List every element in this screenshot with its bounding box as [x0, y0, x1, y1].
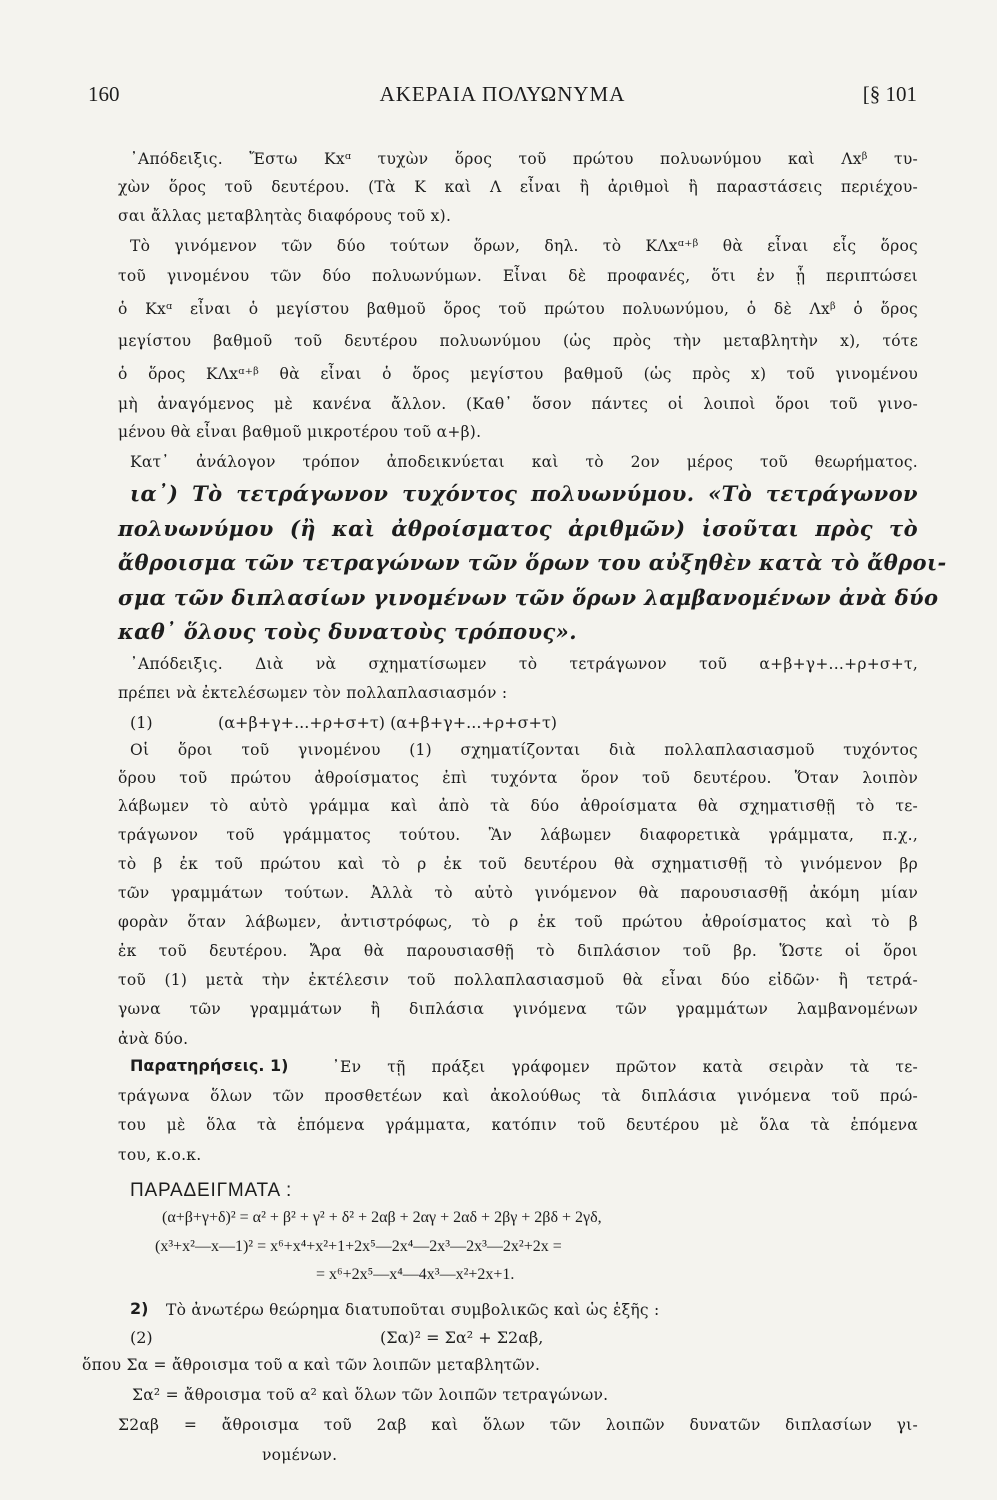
equation: (Σα)² = Σα² + Σ2αβ,	[380, 1328, 544, 1347]
example-equation: (x³+x²—x—1)² = x⁶+x⁴+x²+1+2x⁵—2x⁴—2x³—2x³—2x²+2x =	[155, 1238, 562, 1255]
definition-line: νομένων.	[262, 1446, 338, 1464]
text-line: τὸ β ἐκ τοῦ πρώτου καὶ τὸ ρ ἐκ τοῦ δευτέρου θὰ σχηματισθῇ τὸ γινόμενον βρ	[118, 855, 918, 873]
text-line: ἐκ τοῦ δευτέρου. Ἄρα θὰ παρουσιασθῇ τὸ διπλάσιον τοῦ βρ. Ὥστε οἱ ὅροι	[118, 942, 918, 960]
page-number: 160	[88, 82, 120, 106]
section-number: [§ 101	[862, 82, 917, 106]
text-line: τράγωνα ὅλων τῶν προσθετέων καὶ ἀκολούθως τὰ διπλάσια γινόμενα τοῦ πρώ-	[118, 1087, 918, 1105]
text-line: ὁ ὅρος ΚΛxᵅ⁺ᵝ θὰ εἶναι ὁ ὅρος μεγίστου βαθμοῦ (ὡς πρὸς x) τοῦ γινομένου	[118, 365, 918, 383]
text-line: ὅρου τοῦ πρώτου ἀθροίσματος ἐπὶ τυχόντα ὅρον τοῦ δευτέρου. Ὅταν λοιπὸν	[118, 769, 918, 787]
text-line: Οἱ ὅροι τοῦ γινομένου (1) σχηματίζονται διὰ πολλαπλασιασμοῦ τυχόντος	[130, 741, 918, 759]
text-line: Τὸ γινόμενον τῶν δύο τούτων ὅρων, δηλ. τὸ ΚΛxᵅ⁺ᵝ θὰ εἶναι εἷς ὅρος	[130, 237, 918, 255]
text-line: λάβωμεν τὸ αὐτὸ γράμμα καὶ ἀπὸ τὰ δύο ἀθροίσματα θὰ σχηματισθῇ τὸ τε-	[118, 797, 918, 815]
definition-line: Σ2αβ = ἄθροισμα τοῦ 2αβ καὶ ὅλων τῶν λοιπῶν δυνατῶν διπλασίων γι-	[118, 1416, 918, 1434]
text-line: σαι ἄλλας μεταβλητὰς διαφόρους τοῦ x).	[118, 207, 452, 225]
text-line: του μὲ ὅλα τὰ ἑπόμενα γράμματα, κατόπιν τοῦ δευτέρου μὲ ὅλα τὰ ἑπόμενα	[118, 1116, 918, 1134]
text-line: Τὸ ἀνωτέρω θεώρημα διατυποῦται συμβολικῶς καὶ ὡς ἑξῆς :	[166, 1301, 660, 1319]
text-line: τοῦ γινομένου τῶν δύο πολυωνύμων. Εἶναι δὲ προφανές, ὅτι ἐν ᾗ περιπτώσει	[118, 267, 918, 285]
remarks-heading: Παρατηρήσεις. 1)	[130, 1056, 289, 1075]
text-line: μὴ ἀναγόμενος μὲ κανένα ἄλλον. (Καθ᾿ ὅσον πάντες οἱ λοιποὶ ὅροι τοῦ γινο-	[118, 395, 918, 413]
equation-label: (2)	[130, 1328, 153, 1347]
note-heading: 2)	[130, 1299, 149, 1318]
theorem-line: ἄθροισμα τῶν τετραγώνων τῶν ὅρων του αὐξηθὲν κατὰ τὸ ἄθροι-	[118, 550, 947, 575]
text-line: ᾿Εν τῇ πράξει γράφομεν πρῶτον κατὰ σειρὰν τὰ τε-	[332, 1058, 918, 1076]
page-header	[88, 82, 917, 116]
text-line: φορὰν ὅταν λάβωμεν, ἀντιστρόφως, τὸ ρ ἐκ τοῦ πρώτου ἀθροίσματος καὶ τὸ β	[118, 913, 918, 931]
equation-label: (1)	[130, 713, 153, 732]
equation: (α+β+γ+...+ρ+σ+τ) (α+β+γ+...+ρ+σ+τ)	[218, 713, 558, 732]
example-equation: (α+β+γ+δ)² = α² + β² + γ² + δ² + 2αβ + 2αγ + 2αδ + 2βγ + 2βδ + 2γδ,	[162, 1209, 602, 1226]
text-line: χὼν ὅρος τοῦ δευτέρου. (Τὰ Κ καὶ Λ εἶναι ἢ ἀριθμοὶ ἢ παραστάσεις περιέχου-	[118, 178, 918, 196]
theorem-line: πολυωνύμου (ἢ καὶ ἀθροίσματος ἀριθμῶν) ἰσοῦται πρὸς τὸ	[118, 516, 918, 541]
text-line: ὁ Κxᵅ εἶναι ὁ μεγίστου βαθμοῦ ὅρος τοῦ πρώτου πολυωνύμου, ὁ δὲ Λxᵝ ὁ ὅρος	[118, 300, 918, 318]
text-line: μεγίστου βαθμοῦ τοῦ δευτέρου πολυωνύμου (ὡς πρὸς τὴν μεταβλητὴν x), τότε	[118, 332, 918, 350]
theorem-line: σμα τῶν διπλασίων γινομένων τῶν ὅρων λαμβανομένων ἀνὰ δύο	[118, 585, 939, 610]
text-line: ἀνὰ δύο.	[118, 1030, 189, 1048]
text-line: του, κ.ο.κ.	[118, 1146, 202, 1164]
text-line: Κατ᾿ ἀνάλογον τρόπον ἀποδεικνύεται καὶ τὸ 2ον μέρος τοῦ θεωρήματος.	[130, 453, 918, 471]
running-title: ΑΚΕΡΑΙΑ ΠΟΛΥΩΝΥΜΑ	[379, 82, 626, 106]
examples-title: ΠΑΡΑΔΕΙΓΜΑΤΑ :	[130, 1180, 293, 1201]
text-line: πρέπει νὰ ἐκτελέσωμεν τὸν πολλαπλασιασμόν :	[118, 684, 508, 702]
theorem-line: ια᾿) Τὸ τετράγωνον τυχόντος πολυωνύμου. «Τὸ τετράγωνον	[130, 481, 918, 506]
theorem-line: καθ᾿ ὅλους τοὺς δυνατοὺς τρόπους».	[118, 619, 577, 644]
example-equation: = x⁶+2x⁵—x⁴—4x³—x²+2x+1.	[316, 1266, 515, 1283]
text-line: ᾿Απόδειξις. Ἔστω Κxᵅ τυχὼν ὅρος τοῦ πρώτου πολυωνύμου καὶ Λxᵝ τυ-	[130, 150, 918, 168]
text-line: γωνα τῶν γραμμάτων ἢ διπλάσια γινόμενα τῶν γραμμάτων λαμβανομένων	[118, 1000, 918, 1018]
text-line: τράγωνον τοῦ γράμματος τούτου. Ἂν λάβωμεν διαφορετικὰ γράμματα, π.χ.,	[118, 826, 918, 844]
text-line: ᾿Απόδειξις. Διὰ νὰ σχηματίσωμεν τὸ τετράγωνον τοῦ α+β+γ+...+ρ+σ+τ,	[130, 655, 918, 673]
definition-line: ὅπου Σα = ἄθροισμα τοῦ α καὶ τῶν λοιπῶν μεταβλητῶν.	[82, 1356, 541, 1374]
text-line: τῶν γραμμάτων τούτων. Ἀλλὰ τὸ αὐτὸ γινόμενον θὰ παρουσιασθῇ ἀκόμη μίαν	[118, 884, 918, 902]
text-line: μένου θὰ εἶναι βαθμοῦ μικροτέρου τοῦ α+β).	[118, 423, 482, 441]
text-line: τοῦ (1) μετὰ τὴν ἐκτέλεσιν τοῦ πολλαπλασιασμοῦ θὰ εἶναι δύο εἰδῶν· ἢ τετρά-	[118, 971, 918, 989]
definition-line: Σα² = ἄθροισμα τοῦ α² καὶ ὅλων τῶν λοιπῶν τετραγώνων.	[132, 1386, 609, 1404]
